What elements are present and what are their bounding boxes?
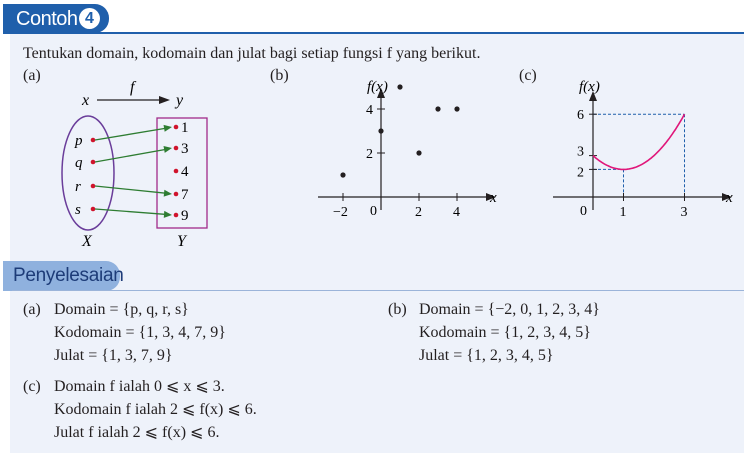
graph-b-origin: 0 — [370, 204, 377, 219]
codomain-variable: y — [176, 92, 184, 109]
x-tick-label: 1 — [619, 205, 627, 220]
y-tick-label: 4 — [366, 103, 373, 118]
example-label: Contoh — [16, 8, 78, 30]
y-tick-label: 2 — [577, 165, 584, 181]
domain-element-p: p — [75, 133, 83, 149]
domain-variable: x — [82, 92, 90, 109]
function-curve — [593, 114, 685, 169]
solution-c-range: Julat f ialah 2 ⩽ f(x) ⩽ 6. — [54, 424, 220, 441]
solution-c-domain: Domain f ialah 0 ⩽ x ⩽ 3. — [54, 378, 225, 395]
solution-title: Penyelesaian — [13, 265, 124, 286]
domain-element-q: q — [75, 155, 83, 171]
graph-b-xlabel: x — [490, 190, 497, 206]
codomain-element-3: 3 — [181, 141, 189, 157]
x-tick-label: 2 — [415, 205, 422, 220]
codomain-set-label: Y — [177, 233, 186, 250]
y-tick-label: 3 — [577, 144, 584, 160]
solution-a-domain: Domain = {p, q, r, s} — [54, 301, 189, 318]
part-b-label: (b) — [270, 67, 289, 84]
graph-c-origin: 0 — [580, 204, 587, 219]
example-number: 4 — [79, 8, 100, 29]
x-tick-label: −2 — [333, 205, 348, 220]
solution-a-range: Julat = {1, 3, 7, 9} — [54, 347, 173, 364]
solution-c-label: (c) — [23, 378, 41, 395]
domain-element-r: r — [75, 179, 81, 195]
solution-b-codomain: Kodomain = {1, 2, 3, 4, 5} — [419, 324, 591, 341]
solution-divider — [12, 290, 744, 291]
solution-a-codomain: Kodomain = {1, 3, 4, 7, 9} — [54, 324, 226, 341]
codomain-element-1: 1 — [181, 120, 189, 136]
solution-b-range: Julat = {1, 2, 3, 4, 5} — [419, 347, 554, 364]
part-c-label: (c) — [519, 67, 537, 84]
y-tick-label: 6 — [577, 108, 584, 124]
codomain-element-9: 9 — [181, 208, 189, 224]
solution-a-label: (a) — [23, 301, 41, 318]
codomain-element-4: 4 — [181, 164, 189, 180]
codomain-element-7: 7 — [181, 187, 189, 203]
part-a-label: (a) — [23, 67, 41, 84]
graph-b-ylabel: f(x) — [367, 79, 388, 95]
solution-b-label: (b) — [388, 301, 407, 318]
domain-set-label: X — [82, 233, 92, 250]
x-tick-label: 3 — [680, 205, 688, 220]
solution-c-codomain: Kodomain f ialah 2 ⩽ f(x) ⩽ 6. — [54, 401, 257, 418]
graph-c-ylabel: f(x) — [579, 79, 600, 95]
arrow-label-f: f — [130, 79, 135, 96]
question-text: Tentukan domain, kodomain dan julat bagi setiap fungsi f yang berikut. — [23, 45, 481, 62]
y-tick-label: 2 — [366, 147, 373, 162]
x-tick-label: 4 — [453, 205, 460, 220]
solution-b-domain: Domain = {−2, 0, 1, 2, 3, 4} — [419, 301, 600, 318]
domain-element-s: s — [75, 202, 81, 218]
graph-c-xlabel: x — [726, 190, 733, 206]
